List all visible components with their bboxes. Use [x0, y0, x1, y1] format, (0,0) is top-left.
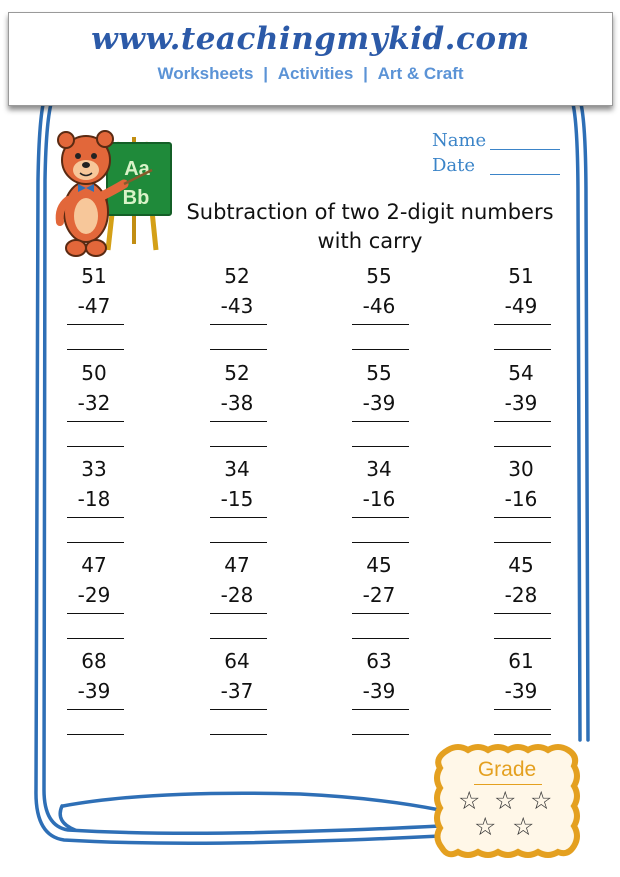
subtrahend: -16 [504, 487, 538, 511]
subtraction-rule [494, 709, 551, 710]
answer-blank[interactable] [352, 446, 409, 447]
subtraction-problem [349, 553, 409, 639]
subtrahend: -28 [504, 583, 538, 607]
subtrahend: -39 [362, 679, 396, 703]
answer-blank[interactable] [210, 349, 267, 350]
nav-separator: | [363, 64, 368, 83]
grade-box [432, 742, 582, 860]
answer-blank[interactable] [67, 734, 124, 735]
name-field[interactable] [490, 149, 560, 150]
subtraction-rule [67, 324, 124, 325]
subtrahend: -43 [220, 294, 254, 318]
subtraction-rule [352, 421, 409, 422]
nav-separator: | [263, 64, 269, 83]
subtrahend: -32 [77, 391, 111, 415]
subtrahend: -39 [504, 679, 538, 703]
minuend: 54 [508, 361, 534, 385]
subtraction-problem [349, 361, 409, 447]
subtraction-rule [210, 421, 267, 422]
subtraction-rule [210, 324, 267, 325]
easel-letters-aa: Aa [124, 158, 150, 180]
answer-blank[interactable] [210, 446, 267, 447]
subtraction-problem [207, 553, 267, 639]
subtrahend: -16 [362, 487, 396, 511]
date-label: Date [432, 155, 476, 176]
title-line-2: with carry [317, 229, 423, 253]
subtrahend: -49 [504, 294, 538, 318]
minuend: 55 [366, 361, 392, 385]
minuend: 34 [366, 457, 392, 481]
star-outline-icon[interactable]: ☆ [494, 786, 517, 815]
subtraction-problem [207, 361, 267, 447]
minuend: 45 [508, 553, 534, 577]
answer-blank[interactable] [494, 349, 551, 350]
subtrahend: -18 [77, 487, 111, 511]
minuend: 51 [81, 264, 107, 288]
subtrahend: -47 [77, 294, 111, 318]
subtraction-rule [210, 517, 267, 518]
subtraction-rule [494, 613, 551, 614]
answer-blank[interactable] [210, 734, 267, 735]
subtrahend: -46 [362, 294, 396, 318]
minuend: 34 [224, 457, 250, 481]
subtraction-problem [207, 264, 267, 350]
subtraction-problem [491, 457, 551, 543]
answer-blank[interactable] [67, 638, 124, 639]
subtrahend: -37 [220, 679, 254, 703]
subtraction-problem [64, 553, 124, 639]
subtraction-rule [210, 709, 267, 710]
subtraction-rule [352, 613, 409, 614]
answer-blank[interactable] [494, 542, 551, 543]
subtraction-rule [352, 709, 409, 710]
subtraction-problem [491, 361, 551, 447]
minuend: 55 [366, 264, 392, 288]
answer-blank[interactable] [494, 638, 551, 639]
title-line-1: Subtraction of two 2-digit numbers [186, 200, 554, 224]
minuend: 33 [81, 457, 107, 481]
minuend: 52 [224, 361, 250, 385]
subtraction-problem [64, 361, 124, 447]
subtraction-rule [67, 709, 124, 710]
answer-blank[interactable] [210, 638, 267, 639]
date-field[interactable] [490, 174, 560, 175]
minuend: 63 [366, 649, 392, 673]
subtrahend: -15 [220, 487, 254, 511]
subtraction-rule [210, 613, 267, 614]
minuend: 61 [508, 649, 534, 673]
subtraction-problem [64, 264, 124, 350]
answer-blank[interactable] [494, 446, 551, 447]
answer-blank[interactable] [210, 542, 267, 543]
bear-mascot-illustration [50, 112, 180, 262]
worksheet-title [170, 198, 570, 256]
subtrahend: -39 [504, 391, 538, 415]
nav-links [9, 64, 612, 84]
nav-activities-link[interactable]: Activities [277, 64, 354, 83]
subtraction-rule [67, 613, 124, 614]
minuend: 64 [224, 649, 250, 673]
subtraction-problem [349, 649, 409, 735]
minuend: 68 [81, 649, 107, 673]
site-url[interactable]: www.teachingmykid.com [91, 21, 530, 57]
subtrahend: -39 [77, 679, 111, 703]
subtrahend: -29 [77, 583, 111, 607]
subtrahend: -28 [220, 583, 254, 607]
star-outline-icon[interactable]: ☆ [512, 812, 535, 841]
subtraction-rule [67, 421, 124, 422]
answer-blank[interactable] [352, 734, 409, 735]
minuend: 30 [508, 457, 534, 481]
star-outline-icon[interactable]: ☆ [530, 786, 553, 815]
site-banner [8, 12, 613, 106]
star-outline-icon[interactable]: ☆ [458, 786, 481, 815]
answer-blank[interactable] [494, 734, 551, 735]
subtrahend: -39 [362, 391, 396, 415]
nav-art-craft-link[interactable]: Art & Craft [377, 64, 464, 83]
subtrahend: -38 [220, 391, 254, 415]
subtraction-problem [207, 649, 267, 735]
subtraction-rule [494, 324, 551, 325]
subtraction-rule [494, 517, 551, 518]
subtraction-rule [67, 517, 124, 518]
subtraction-problem [491, 649, 551, 735]
answer-blank[interactable] [352, 542, 409, 543]
subtraction-problem [349, 457, 409, 543]
answer-blank[interactable] [352, 638, 409, 639]
subtraction-problem [491, 553, 551, 639]
subtraction-problem [64, 649, 124, 735]
subtraction-problem [207, 457, 267, 543]
minuend: 51 [508, 264, 534, 288]
grade-label: Grade [477, 758, 537, 781]
name-label: Name [432, 130, 487, 151]
star-outline-icon[interactable]: ☆ [474, 812, 497, 841]
easel-letters-bb: Bb [122, 187, 150, 209]
minuend: 47 [224, 553, 250, 577]
subtraction-problem [349, 264, 409, 350]
minuend: 45 [366, 553, 392, 577]
subtraction-problem [491, 264, 551, 350]
answer-blank[interactable] [67, 446, 124, 447]
minuend: 52 [224, 264, 250, 288]
subtraction-rule [352, 517, 409, 518]
grade-underline [474, 784, 542, 785]
subtrahend: -27 [362, 583, 396, 607]
nav-worksheets-link[interactable]: Worksheets [157, 64, 254, 83]
subtraction-problem [64, 457, 124, 543]
subtraction-rule [494, 421, 551, 422]
subtraction-rule [352, 324, 409, 325]
answer-blank[interactable] [67, 349, 124, 350]
answer-blank[interactable] [352, 349, 409, 350]
answer-blank[interactable] [67, 542, 124, 543]
minuend: 47 [81, 553, 107, 577]
minuend: 50 [81, 361, 107, 385]
